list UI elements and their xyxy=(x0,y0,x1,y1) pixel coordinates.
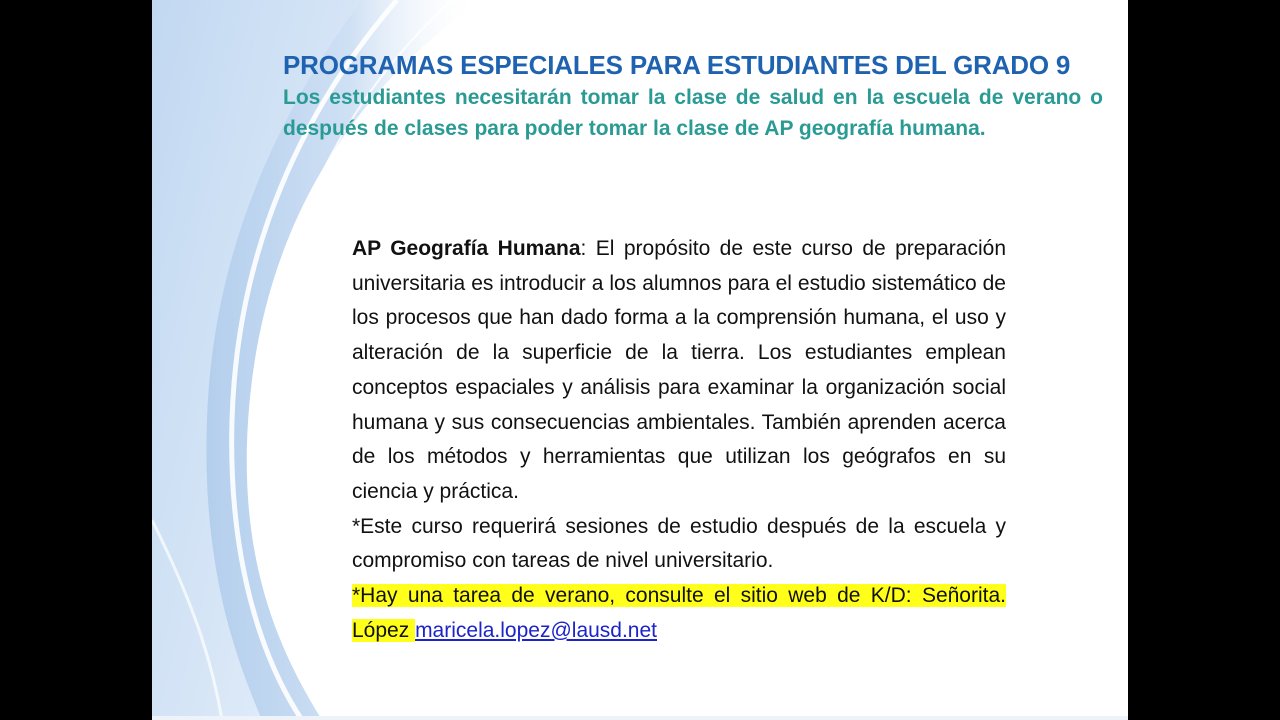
course-description-text: : El propósito de este curso de preparación universitaria es introducir a los alumnos para el estudio sistemático de los procesos que han dado forma a la comprensión humana, el uso y alteración de la superficie de la tierra. Los estudiantes emplean conceptos espaciales y análisis para examinar la organización social humana y sus consecuencias ambientales. También aprenden acerca de los métodos y herramientas que utilizan los geógrafos en su ciencia y práctica. xyxy=(352,237,1007,503)
header xyxy=(283,48,1103,144)
course-description xyxy=(352,232,1006,648)
slide xyxy=(152,0,1128,720)
page-title: PROGRAMAS ESPECIALES PARA ESTUDIANTES DEL GRADO 9 xyxy=(283,50,1071,80)
email-link[interactable]: maricela.lopez@lausd.net xyxy=(415,618,658,642)
course-paragraph xyxy=(352,232,1006,510)
bottom-edge xyxy=(152,716,1128,720)
subtitle: Los estudiantes necesitarán tomar la clase de salud en la escuela de verano o después de clases para poder tomar la clase de AP geografía humana. xyxy=(283,86,1103,140)
course-note: *Este curso requerirá sesiones de estudio después de la escuela y compromiso con tareas de nivel universitario. xyxy=(352,514,1006,573)
summer-notice: *Hay una tarea de verano, consulte el sitio web de K/D: Señorita. López xyxy=(352,584,1006,642)
summer-notice-paragraph xyxy=(352,579,1006,648)
course-name: AP Geografía Humana xyxy=(352,237,581,260)
